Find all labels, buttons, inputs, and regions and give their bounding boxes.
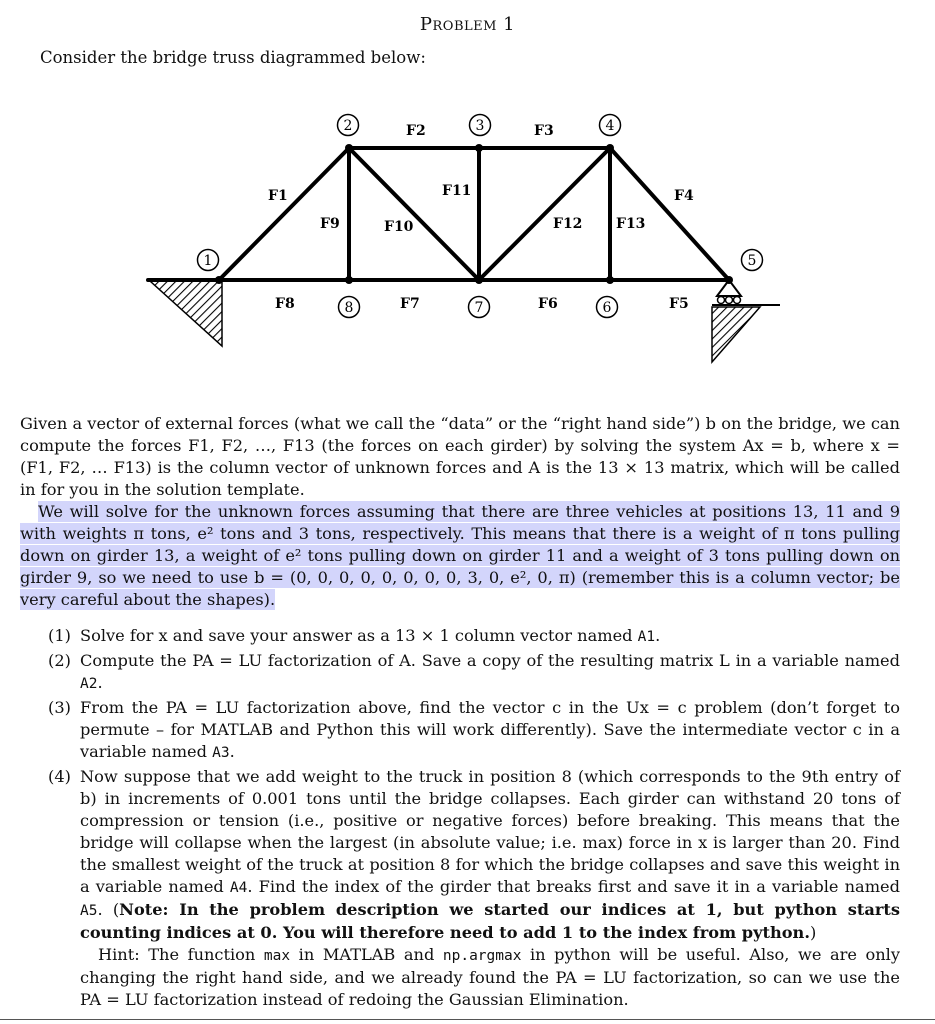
svg-text:6: 6 xyxy=(602,300,612,316)
task-list xyxy=(48,625,900,1013)
label-f2: F2 xyxy=(406,123,426,139)
highlighted-vehicle-text: We will solve for the unknown forces assuming that there are three vehicles at positions 13, 11 and 9 with weights π tons, e² tons and 3 tons, respectively. This means that there is a weight of π tons pulling down on girder 13, a weight of e² tons pulling down on girder 11 and a weight of 3 tons pulling down on girder 9, so we need to use b = (0, 0, 0, 0, 0, 0, 0, 0, 3, 0, e², 0, π) (remember this is a column vector; be very careful about the shapes). xyxy=(20,502,900,609)
label-f1: F1 xyxy=(268,188,288,204)
svg-text:5: 5 xyxy=(747,253,757,269)
truss-diagram xyxy=(0,100,935,400)
node-label-6 xyxy=(597,297,618,318)
svg-text:7: 7 xyxy=(474,300,484,316)
paragraph-vehicles xyxy=(20,501,900,611)
node-label-4 xyxy=(600,115,621,136)
left-fixed-support xyxy=(150,281,222,346)
list-item: (4) Now suppose that we add weight to the truck in position 8 (which corresponds to the 9th entry of b) in increments of 0.001 tons until the bridge collapses. Each girder can withstand 20 tons of compression or tension (i.e., positive or negative forces) before breaking. This means that the bridge will collapse when the largest (in absolute value; i.e. max) force in x is larger than 20. Find the smallest weight of the truck at position 8 for which the bridge collapses and save this weight in a variable named A4. Find the index of the girder that breaks first and save it in a variable named A5. (Note: In the problem description we started our indices at 1, but python starts counting indices at 0. You will therefore need to add 1 to the index from python.) Hint: The function max in MATLAB and np.argmax in python will be useful. Also, we are only changing the right hand side, and we already found the PA = LU factorization, so can we use the PA = LU factorization instead of redoing the Gaussian Elimination. xyxy=(48,767,900,1009)
svg-text:2: 2 xyxy=(343,118,353,134)
label-f4: F4 xyxy=(674,188,694,204)
paragraph-forces-system: Given a vector of external forces (what we call the “data” or the “right hand side”) b on the bridge, we can compute the forces F1, F2, …, F13 (the forces on each girder) by solving the system Ax = b, where x = (F1, F2, … F13) is the column vector of unknown forces and A is the 13 × 13 matrix, which will be called in for you in the solution template. xyxy=(20,414,900,499)
label-f7: F7 xyxy=(400,296,420,312)
label-f5: F5 xyxy=(669,296,689,312)
right-roller-support xyxy=(712,280,780,362)
label-f12: F12 xyxy=(553,216,583,232)
label-f8: F8 xyxy=(275,296,295,312)
girder-f1 xyxy=(219,148,349,280)
label-f3: F3 xyxy=(534,123,554,139)
label-f10: F10 xyxy=(384,219,414,235)
python-index-note: Note: In the problem description we started our indices at 1, but python starts counting indices at 0. You will therefore need to add 1 to the index from python. xyxy=(80,900,900,942)
label-f6: F6 xyxy=(538,296,558,312)
hint-text: Hint: The function max in MATLAB and np.argmax in python will be useful. Also, we are only changing the right hand side, and we already found the PA = LU factorization, so can we use the PA = LU factorization instead of redoing the Gaussian Elimination. xyxy=(80,945,900,1009)
girder-f12 xyxy=(479,148,610,280)
intro-text: Consider the bridge truss diagrammed below: xyxy=(40,48,426,67)
svg-text:3: 3 xyxy=(475,118,485,134)
label-f9: F9 xyxy=(320,216,340,232)
node-label-8 xyxy=(339,297,360,318)
svg-text:8: 8 xyxy=(344,300,354,316)
girder-f10 xyxy=(349,148,479,280)
node-label-1 xyxy=(198,250,219,271)
list-item: (1) Solve for x and save your answer as a 13 × 1 column vector named A1. xyxy=(48,626,661,645)
node-label-2 xyxy=(338,115,359,136)
node-label-3 xyxy=(470,115,491,136)
svg-text:4: 4 xyxy=(605,118,615,134)
list-item: (3) From the PA = LU factorization above, find the vector c in the Ux = c problem (don’t forget to permute – for MATLAB and Python this will work differently). Save the intermediate vector c in a variable named A3. xyxy=(48,698,900,761)
problem-title: Problem 1 xyxy=(419,14,516,35)
label-f13: F13 xyxy=(616,216,646,232)
page-bottom-rule xyxy=(0,1019,935,1020)
label-f11: F11 xyxy=(442,183,472,199)
girder-f4 xyxy=(610,148,729,280)
svg-text:1: 1 xyxy=(203,253,213,269)
list-item: (2) Compute the PA = LU factorization of A. Save a copy of the resulting matrix L in a variable named A2. xyxy=(48,651,900,692)
node-label-7 xyxy=(469,297,490,318)
node-label-5 xyxy=(742,250,763,271)
